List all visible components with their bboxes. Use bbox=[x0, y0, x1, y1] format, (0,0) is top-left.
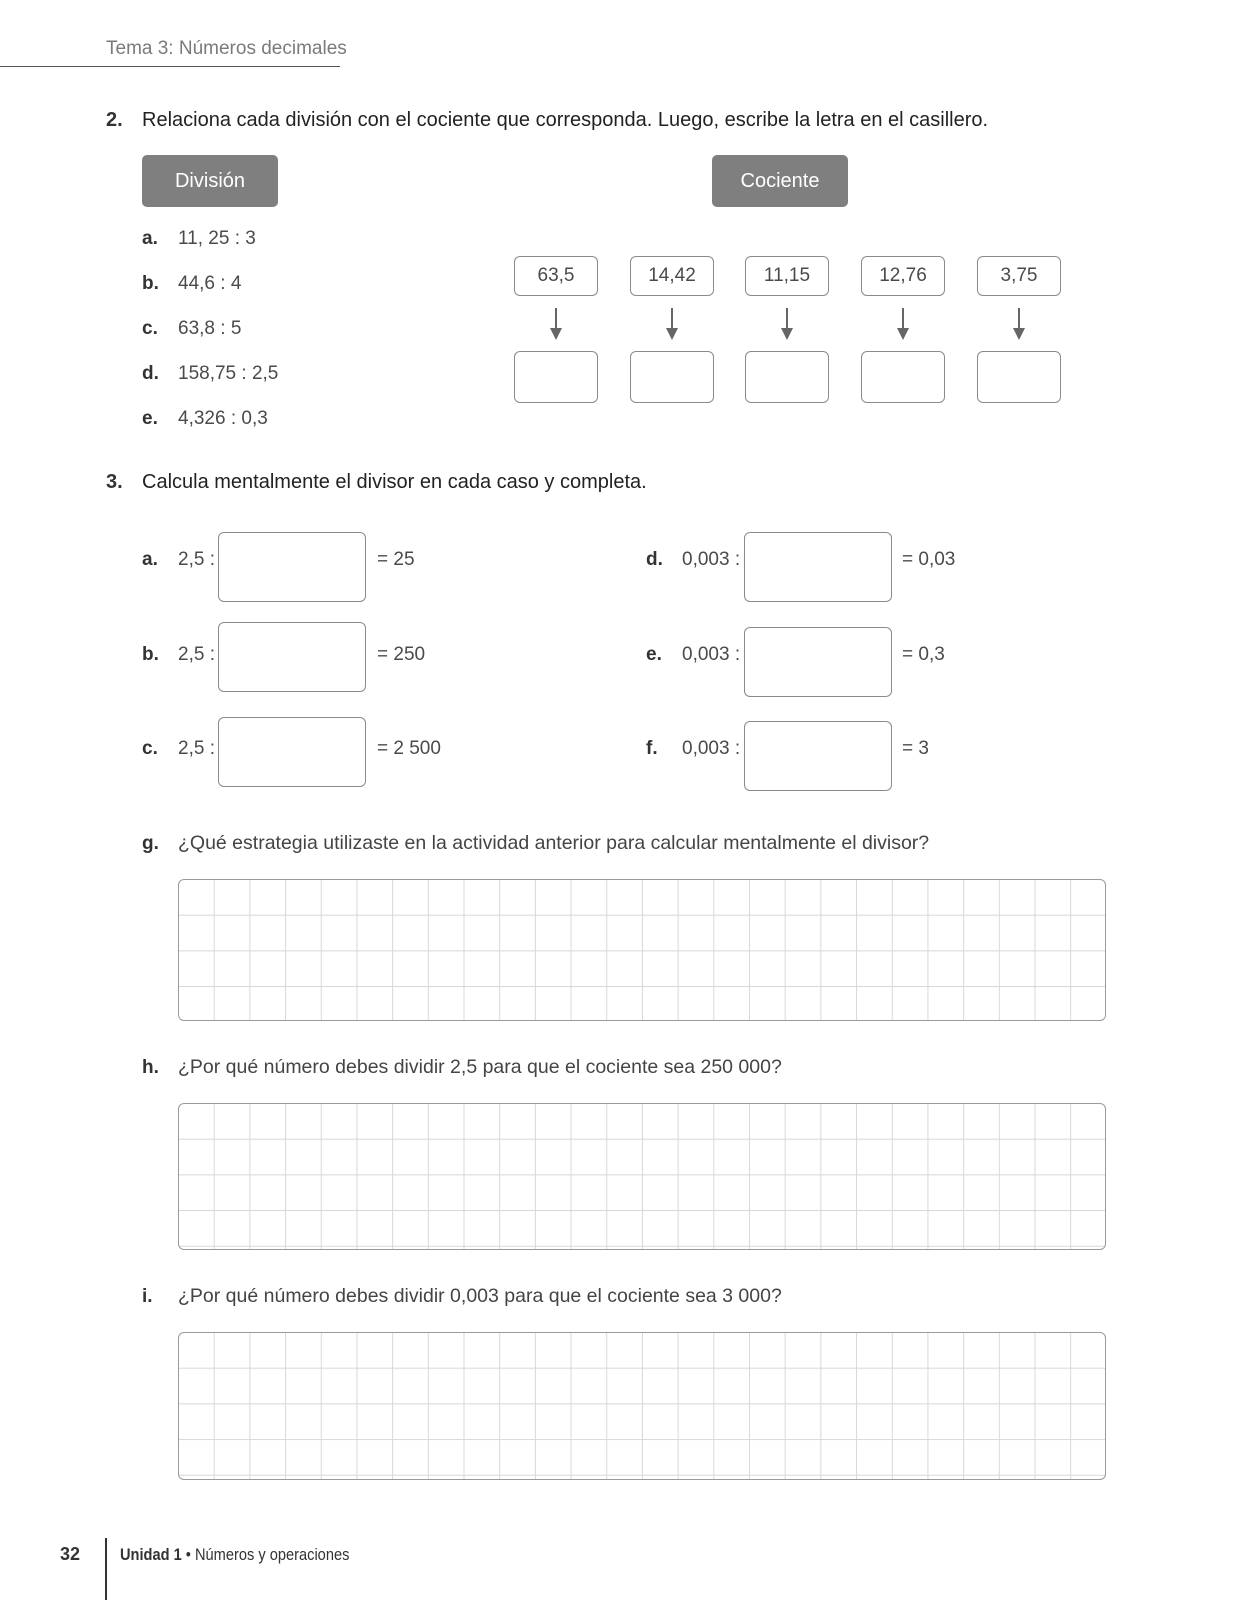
arrow-down-icon bbox=[549, 308, 563, 342]
answer-letter-box[interactable] bbox=[861, 351, 945, 403]
result: = 250 bbox=[377, 644, 426, 665]
item-letter: b. bbox=[142, 644, 159, 665]
item-letter: e. bbox=[646, 644, 662, 665]
answer-letter-box[interactable] bbox=[514, 351, 598, 403]
question-letter: h. bbox=[142, 1057, 159, 1078]
quotient-box: 11,15 bbox=[745, 256, 829, 296]
exercise-2-instruction: Relaciona cada división con el cociente que corresponda. Luego, escribe la letra en el casillero. bbox=[142, 109, 989, 131]
item-letter: f. bbox=[646, 738, 658, 759]
division-expression: 63,8 : 5 bbox=[178, 318, 242, 339]
division-letter: c. bbox=[142, 318, 158, 339]
dividend: 2,5 : bbox=[178, 549, 215, 570]
question-letter: i. bbox=[142, 1286, 153, 1307]
answer-grid[interactable] bbox=[178, 879, 1106, 1021]
page-number: 32 bbox=[60, 1544, 81, 1564]
footer-unit bbox=[120, 1545, 349, 1565]
division-header: División bbox=[142, 155, 278, 207]
item-letter: d. bbox=[646, 549, 663, 570]
quotient-box: 12,76 bbox=[861, 256, 945, 296]
division-expression: 11, 25 : 3 bbox=[178, 228, 256, 249]
question-text: ¿Por qué número debes dividir 2,5 para que el cociente sea 250 000? bbox=[178, 1056, 782, 1078]
quotient-header: Cociente bbox=[712, 155, 848, 207]
divisor-input-box[interactable] bbox=[218, 532, 366, 602]
divisor-input-box[interactable] bbox=[744, 532, 892, 602]
division-expression: 44,6 : 4 bbox=[178, 273, 242, 294]
result: = 3 bbox=[902, 738, 929, 759]
exercise-3-instruction: Calcula mentalmente el divisor en cada caso y completa. bbox=[142, 471, 647, 493]
arrow-down-icon bbox=[780, 308, 794, 342]
question-letter: g. bbox=[142, 833, 159, 854]
quotient-box: 3,75 bbox=[977, 256, 1061, 296]
answer-letter-box[interactable] bbox=[745, 351, 829, 403]
answer-letter-box[interactable] bbox=[977, 351, 1061, 403]
answer-grid[interactable] bbox=[178, 1103, 1106, 1250]
exercise-2-number: 2. bbox=[106, 109, 123, 131]
divisor-input-box[interactable] bbox=[744, 721, 892, 791]
divisor-input-box[interactable] bbox=[744, 627, 892, 697]
dividend: 0,003 : bbox=[682, 738, 741, 759]
result: = 2 500 bbox=[377, 738, 441, 759]
result: = 0,3 bbox=[902, 644, 945, 665]
result: = 25 bbox=[377, 549, 415, 570]
footer-separator: • bbox=[181, 1545, 195, 1564]
division-letter: b. bbox=[142, 273, 159, 294]
arrow-down-icon bbox=[896, 308, 910, 342]
division-letter: d. bbox=[142, 363, 159, 384]
page-header-title: Tema 3: Números decimales bbox=[106, 38, 347, 59]
footer-unit-title: Números y operaciones bbox=[194, 1545, 350, 1564]
quotient-box: 63,5 bbox=[514, 256, 598, 296]
dividend: 2,5 : bbox=[178, 738, 215, 759]
question-text: ¿Por qué número debes dividir 0,003 para que el cociente sea 3 000? bbox=[178, 1285, 782, 1307]
dividend: 2,5 : bbox=[178, 644, 215, 665]
arrow-down-icon bbox=[1012, 308, 1026, 342]
quotient-box: 14,42 bbox=[630, 256, 714, 296]
footer-rule bbox=[105, 1538, 107, 1600]
division-letter: a. bbox=[142, 228, 158, 249]
header-rule bbox=[0, 66, 340, 67]
result: = 0,03 bbox=[902, 549, 956, 570]
division-expression: 158,75 : 2,5 bbox=[178, 363, 279, 384]
dividend: 0,003 : bbox=[682, 549, 741, 570]
question-text: ¿Qué estrategia utilizaste en la actividad anterior para calcular mentalmente el divisor? bbox=[178, 832, 930, 854]
item-letter: a. bbox=[142, 549, 158, 570]
division-expression: 4,326 : 0,3 bbox=[178, 408, 268, 429]
footer-unit-label: Unidad 1 bbox=[120, 1545, 182, 1564]
exercise-3-number: 3. bbox=[106, 471, 123, 493]
dividend: 0,003 : bbox=[682, 644, 741, 665]
divisor-input-box[interactable] bbox=[218, 622, 366, 692]
divisor-input-box[interactable] bbox=[218, 717, 366, 787]
answer-letter-box[interactable] bbox=[630, 351, 714, 403]
arrow-down-icon bbox=[665, 308, 679, 342]
division-letter: e. bbox=[142, 408, 158, 429]
item-letter: c. bbox=[142, 738, 158, 759]
answer-grid[interactable] bbox=[178, 1332, 1106, 1480]
